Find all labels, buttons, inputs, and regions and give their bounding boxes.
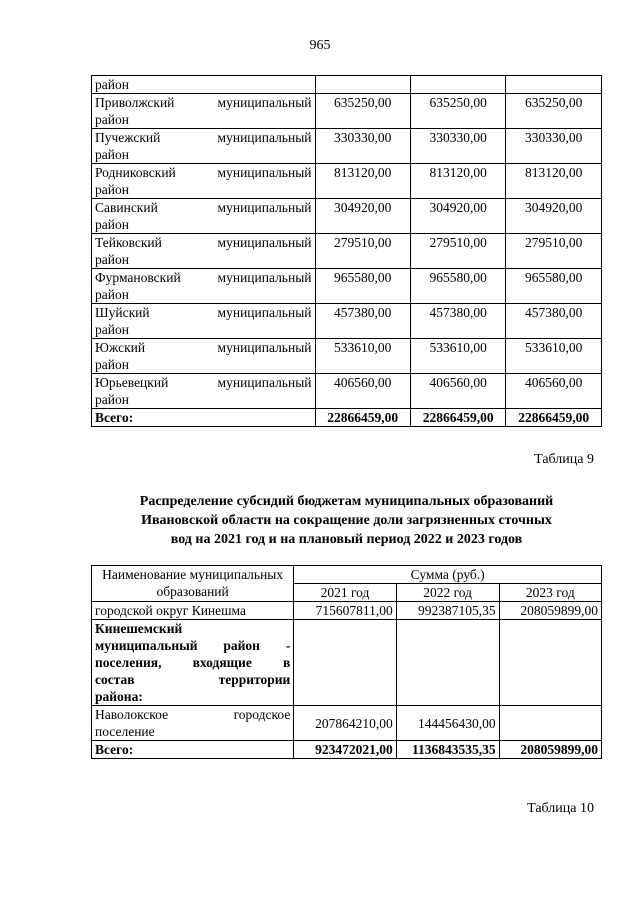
row-name: Шуйский муниципальный район [92, 304, 316, 339]
row-value-2021: 635250,00 [315, 94, 410, 129]
row-value-2022: 406560,00 [410, 374, 505, 409]
row-value-2021: 207864210,00 [294, 706, 396, 741]
row-value-2022: 635250,00 [410, 94, 505, 129]
header-name-column: Наименование муниципальных образований [92, 566, 294, 602]
row-value-2021: 279510,00 [315, 234, 410, 269]
total-value-2022: 22866459,00 [410, 409, 505, 427]
row-name: Приволжский муниципальный район [92, 94, 316, 129]
table-10-label: Таблица 10 [527, 801, 594, 816]
row-value-2023: 635250,00 [506, 94, 602, 129]
row-value-2022: 144456430,00 [396, 706, 499, 741]
row-value-2022: 457380,00 [410, 304, 505, 339]
row-value-2023 [506, 76, 602, 94]
table-row [92, 164, 602, 199]
row-name: Савинский муниципальный район [92, 199, 316, 234]
table-row [92, 234, 602, 269]
row-value-2022: 279510,00 [410, 234, 505, 269]
group-line: состав территории [95, 672, 291, 687]
table-9-heading [91, 492, 602, 549]
row-value-2023: 330330,00 [506, 129, 602, 164]
table-header-row [92, 566, 602, 584]
row-name: Юрьевецкий муниципальный район [92, 374, 316, 409]
row-value-2023: 406560,00 [506, 374, 602, 409]
row-value-2022: 965580,00 [410, 269, 505, 304]
row-name: Фурмановский муниципальный район [92, 269, 316, 304]
wastewater-subsidy-table [91, 565, 602, 759]
row-value-2021 [315, 76, 410, 94]
row-value-2023: 813120,00 [506, 164, 602, 199]
total-value-2023: 208059899,00 [499, 741, 601, 759]
page-number: 965 [309, 38, 331, 53]
row-name: Родниковский муниципальный район [92, 164, 316, 199]
total-value-2023: 22866459,00 [506, 409, 602, 427]
subsidy-table-continued [91, 75, 602, 427]
header-year-2022: 2022 год [396, 584, 499, 602]
row-value-2023: 533610,00 [506, 339, 602, 374]
table-row [92, 374, 602, 409]
table-9-label: Таблица 9 [534, 452, 594, 467]
row-name: район [92, 76, 316, 94]
group-value-2021 [294, 620, 396, 706]
heading-line: Распределение субсидий бюджетам муниципальных образований [139, 494, 554, 509]
table-group-row [92, 620, 602, 706]
row-value-2022: 813120,00 [410, 164, 505, 199]
row-value-2021: 813120,00 [315, 164, 410, 199]
row-value-2021: 965580,00 [315, 269, 410, 304]
total-value-2021: 22866459,00 [315, 409, 410, 427]
group-line: Кинешемский [95, 621, 183, 636]
row-value-2021: 533610,00 [315, 339, 410, 374]
table-total-row [92, 409, 602, 427]
row-value-2021: 304920,00 [315, 199, 410, 234]
row-value-2021: 330330,00 [315, 129, 410, 164]
group-name [92, 620, 294, 706]
table-row [92, 269, 602, 304]
row-name: Наволокское городское поселение [92, 706, 294, 741]
row-name: городской округ Кинешма [92, 602, 294, 620]
row-value-2022: 330330,00 [410, 129, 505, 164]
group-line: района: [95, 689, 143, 704]
table-row [92, 602, 602, 620]
row-value-2022: 304920,00 [410, 199, 505, 234]
header-sum-column: Сумма (руб.) [294, 566, 602, 584]
heading-line: Ивановской области на сокращение доли загрязненных сточных [141, 513, 552, 528]
table-row [92, 76, 602, 94]
row-value-2023: 457380,00 [506, 304, 602, 339]
heading-line: вод на 2021 год и на плановый период 2022 и 2023 годов [170, 532, 523, 547]
row-value-2021: 457380,00 [315, 304, 410, 339]
total-label: Всего: [92, 409, 316, 427]
table-row [92, 339, 602, 374]
group-value-2023 [499, 620, 601, 706]
header-year-2023: 2023 год [499, 584, 601, 602]
row-value-2023: 304920,00 [506, 199, 602, 234]
row-value-2022: 533610,00 [410, 339, 505, 374]
table-row [92, 199, 602, 234]
row-value-2023: 965580,00 [506, 269, 602, 304]
row-value-2023: 279510,00 [506, 234, 602, 269]
row-value-2022 [410, 76, 505, 94]
row-value-2021: 715607811,00 [294, 602, 396, 620]
table-row [92, 706, 602, 741]
row-value-2022: 992387105,35 [396, 602, 499, 620]
group-line: поселения, входящие в [95, 655, 291, 670]
row-name: Пучежский муниципальный район [92, 129, 316, 164]
group-value-2022 [396, 620, 499, 706]
row-value-2023 [499, 706, 601, 741]
total-value-2022: 1136843535,35 [396, 741, 499, 759]
group-line: муниципальный район - [95, 638, 291, 653]
table-row [92, 94, 602, 129]
header-year-2021: 2021 год [294, 584, 396, 602]
table-row [92, 304, 602, 339]
row-name: Южский муниципальный район [92, 339, 316, 374]
total-value-2021: 923472021,00 [294, 741, 396, 759]
row-value-2021: 406560,00 [315, 374, 410, 409]
total-label: Всего: [92, 741, 294, 759]
table-row [92, 129, 602, 164]
row-value-2023: 208059899,00 [499, 602, 601, 620]
table-total-row [92, 741, 602, 759]
row-name: Тейковский муниципальный район [92, 234, 316, 269]
